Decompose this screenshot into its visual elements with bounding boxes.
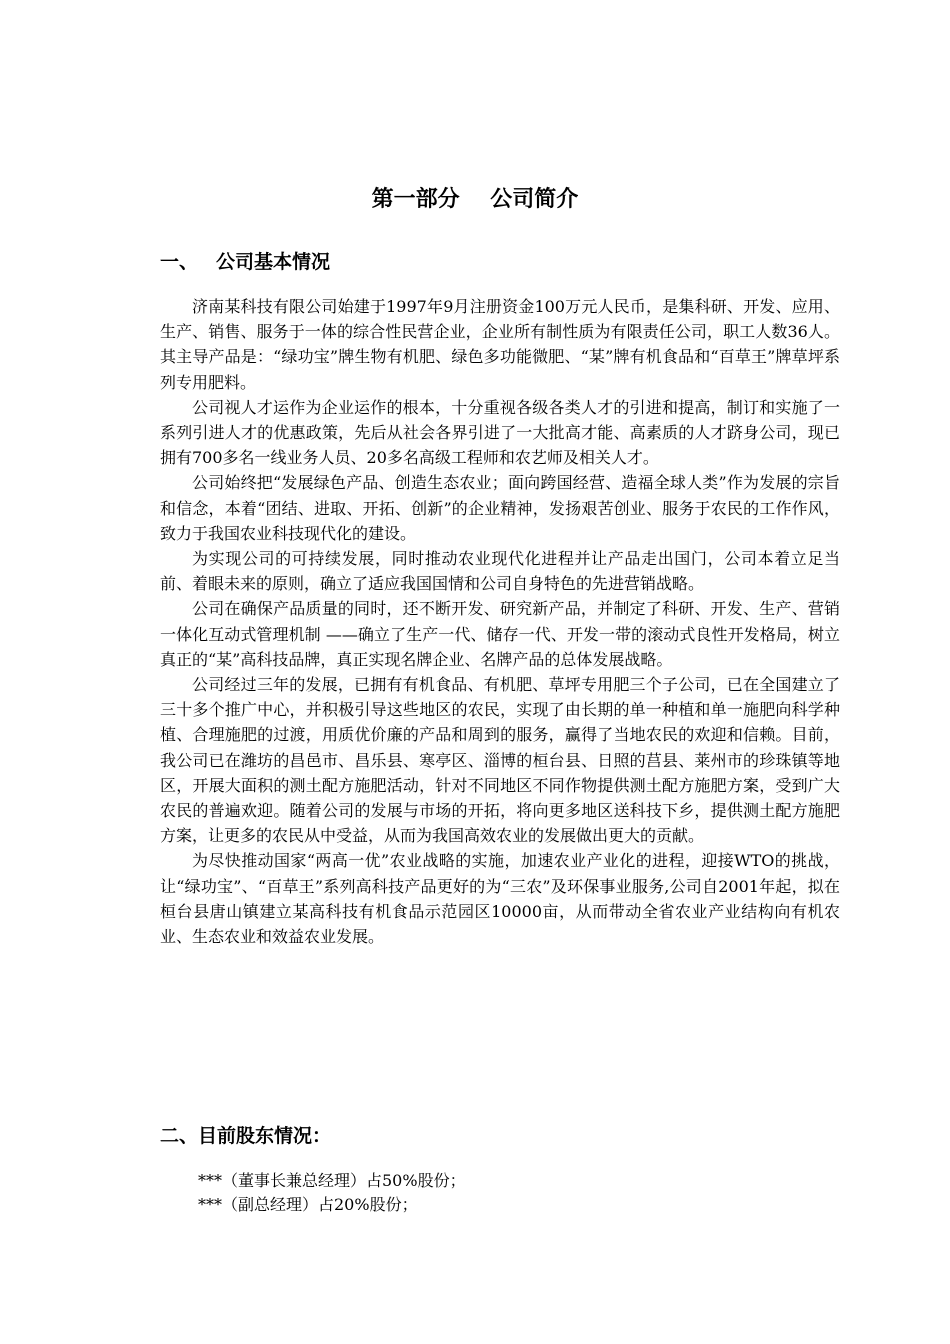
paragraph: 济南某科技有限公司始建于1997年9月注册资金100万元人民币，是集科研、开发、应用、生产、销售、服务于一体的综合性民营企业，企业所有制性质为有限责任公司，职工人数36人。其主导产品是：“绿功宝”牌生物有机肥、绿色多功能微肥、“某”牌有机食品和“百草王”牌草坪系列专用肥料。 [160, 297, 840, 392]
company-profile-body [160, 294, 840, 949]
shareholder-item: ***（董事长兼总经理）占50%股份； [198, 1171, 466, 1190]
paragraph: 公司视人才运作为企业运作的根本，十分重视各级各类人才的引进和提高，制订和实施了一系列引进人才的优惠政策，先后从社会各界引进了一大批高才能、高素质的人才跻身公司，现已拥有700多名一线业务人员、20多名高级工程师和农艺师及相关人才。 [160, 397, 840, 468]
paragraph: 为实现公司的可持续发展，同时推动农业现代化进程并让产品走出国门，公司本着立足当前、着眼未来的原则，确立了适应我国国情和公司自身特色的先进营销战略。 [160, 549, 840, 594]
paragraph: 公司在确保产品质量的同时，还不断开发、研究新产品，并制定了科研、开发、生产、营销一体化互动式管理机制 ——确立了生产一代、储存一代、开发一带的滚动式良性开发格局，树立真正的“某”高科技品牌，真正实现名牌企业、名牌产品的总体发展战略。 [160, 599, 840, 669]
shareholder-item: ***（副总经理）占20%股份； [198, 1195, 418, 1214]
section-number: 一、 [160, 251, 199, 273]
shareholder-list [198, 1169, 838, 1217]
page-title: 第一部分 公司简介 [371, 187, 579, 212]
section-heading-text: 公司基本情况 [216, 251, 331, 273]
section-heading-shareholders: 二、目前股东情况： [160, 1125, 332, 1147]
paragraph: 公司始终把“发展绿色产品、创造生态农业；面向跨国经营、造福全球人类”作为发展的宗旨和信念，本着“团结、进取、开拓、创新”的企业精神，发扬艰苦创业、服务于农民的工作作风，致力于我国农业科技现代化的建设。 [160, 473, 840, 543]
section-heading-basic-info [160, 248, 330, 276]
paragraph: 为尽快推动国家“两高一优”农业战略的实施，加速农业产业化的进程，迎接WTO的挑战，让“绿功宝”、“百草王”系列高科技产品更好的为“三农”及环保事业服务,公司自2001年起，拟在桓台县唐山镇建立某高科技有机食品示范园区10000亩，从而带动全省农业产业结构向有机农业、生态农业和效益农业发展。 [160, 851, 840, 947]
paragraph: 公司经过三年的发展，已拥有有机食品、有机肥、草坪专用肥三个子公司，已在全国建立了三十多个推广中心，并积极引导这些地区的农民，实现了由长期的单一种植和单一施肥向科学种植、合理施肥的过渡，用质优价廉的产品和周到的服务，赢得了当地农民的欢迎和信赖。目前，我公司已在潍坊的昌邑市、昌乐县、寒亭区、淄博的桓台县、日照的莒县、莱州市的珍珠镇等地区，开展大面积的测土配方施肥活动，针对不同地区不同作物提供测土配方施肥方案，受到广大农民的普遍欢迎。随着公司的发展与市场的开拓，将向更多地区送科技下乡，提供测土配方施肥方案，让更多的农民从中受益，从而为我国高效农业的发展做出更大的贡献。 [160, 675, 840, 846]
